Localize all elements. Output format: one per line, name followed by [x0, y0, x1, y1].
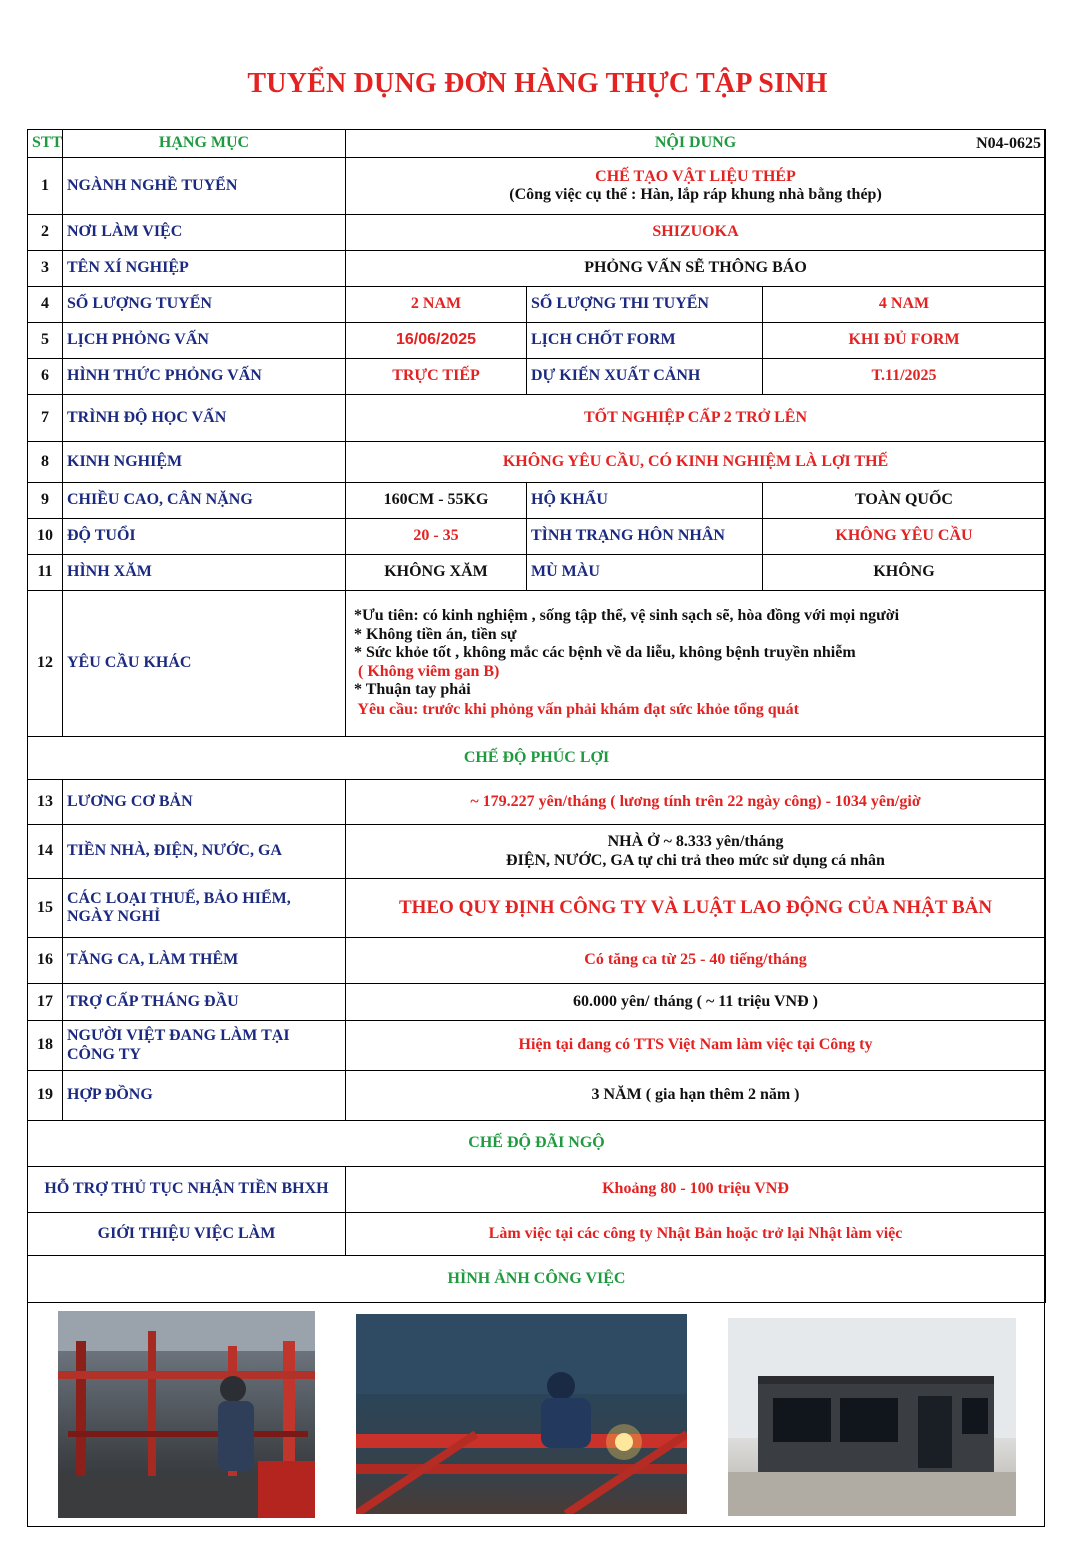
row-label: LỊCH PHỎNG VẤN — [63, 323, 346, 359]
table-row — [28, 825, 1046, 879]
table-row — [28, 1071, 1046, 1121]
row-label-2: MÙ MÀU — [527, 555, 763, 591]
section-row — [28, 737, 1046, 780]
row-number: 8 — [28, 442, 63, 483]
row-number: 9 — [28, 483, 63, 519]
table-row — [28, 780, 1046, 825]
first-month-allowance: 60.000 yên/ tháng ( ~ 11 triệu VNĐ ) — [346, 984, 1046, 1021]
row-number: 14 — [28, 825, 63, 879]
row-number: 18 — [28, 1021, 63, 1071]
row-label: TÊN XÍ NGHIỆP — [63, 251, 346, 287]
table-row — [28, 359, 1046, 395]
header-content: NỘI DUNG — [654, 134, 737, 152]
basic-salary: ~ 179.227 yên/tháng ( lương tính trên 22 ngày công) - 1034 yên/giờ — [346, 780, 1046, 825]
row-label: CÁC LOẠI THUẾ, BẢO HIỂM, NGÀY NGHỈ — [63, 879, 346, 938]
row-label: TIỀN NHÀ, ĐIỆN, NƯỚC, GA — [63, 825, 346, 879]
contract-value: 3 NĂM ( gia hạn thêm 2 năm ) — [346, 1071, 1046, 1121]
requirement-line: * Không tiền án, tiền sự — [354, 625, 517, 643]
table-row — [28, 251, 1046, 287]
row-number: 4 — [28, 287, 63, 323]
table-row — [28, 984, 1046, 1021]
row-label: LƯƠNG CƠ BẢN — [63, 780, 346, 825]
section-row — [28, 1256, 1046, 1303]
row-number: 15 — [28, 879, 63, 938]
social-insurance-support: Khoảng 80 - 100 triệu VNĐ — [346, 1167, 1046, 1213]
requirement-line: * Sức khỏe tốt , không mắc các bệnh về da liễu, không bệnh truyền nhiễm — [354, 644, 856, 662]
header-category: HẠNG MỤC — [63, 130, 346, 158]
row-label: NGƯỜI VIỆT ĐANG LÀM TẠI CÔNG TY — [63, 1021, 346, 1071]
order-code: N04-0625 — [976, 135, 1042, 152]
header-stt: STT — [28, 130, 63, 158]
recruitment-table — [27, 129, 1046, 1303]
table-row — [28, 591, 1046, 737]
education-value: TỐT NGHIỆP CẤP 2 TRỞ LÊN — [346, 395, 1046, 442]
row-number: 1 — [28, 158, 63, 215]
vietnamese-workers: Hiện tại đang có TTS Việt Nam làm việc tại Công ty — [346, 1021, 1046, 1071]
row-number: 16 — [28, 938, 63, 984]
row-label-2: DỰ KIẾN XUẤT CẢNH — [527, 359, 763, 395]
row-label: GIỚI THIỆU VIỆC LÀM — [28, 1213, 346, 1256]
table-row — [28, 395, 1046, 442]
job-field: CHẾ TẠO VẬT LIỆU THÉP — [595, 167, 796, 185]
housing-utilities — [346, 825, 1046, 879]
household: TOÀN QUỐC — [763, 483, 1046, 519]
row-number: 11 — [28, 555, 63, 591]
requirement-line: *Ưu tiên: có kinh nghiệm , sống tập thể, vệ sinh sạch sẽ, hòa đồng với mọi người — [354, 607, 900, 625]
row-number: 13 — [28, 780, 63, 825]
departure-date: T.11/2025 — [763, 359, 1046, 395]
height-weight: 160CM - 55KG — [346, 483, 527, 519]
row-label: KINH NGHIỆM — [63, 442, 346, 483]
row-label: YÊU CẦU KHÁC — [63, 591, 346, 737]
company-value: PHỎNG VẤN SẼ THÔNG BÁO — [346, 251, 1046, 287]
welding-workshop-photo — [58, 1311, 315, 1518]
row-label: NƠI LÀM VIỆC — [63, 215, 346, 251]
row-number: 12 — [28, 591, 63, 737]
table-row — [28, 483, 1046, 519]
recruit-count: 2 NAM — [346, 287, 527, 323]
steel-house-photo — [728, 1318, 1016, 1516]
row-label: NGÀNH NGHỀ TUYỂN — [63, 158, 346, 215]
job-detail: (Công việc cụ thể : Hàn, lắp ráp khung nhà bằng thép) — [509, 186, 882, 203]
row-number: 6 — [28, 359, 63, 395]
row-label: HỢP ĐỒNG — [63, 1071, 346, 1121]
row-label: HÌNH THỨC PHỎNG VẤN — [63, 359, 346, 395]
row-number: 10 — [28, 519, 63, 555]
section-row — [28, 1121, 1046, 1167]
table-row — [28, 1213, 1046, 1256]
section-title-benefits: CHẾ ĐỘ PHÚC LỢI — [28, 737, 1046, 780]
table-row — [28, 215, 1046, 251]
exam-count: 4 NAM — [763, 287, 1046, 323]
housing-line: NHÀ Ở ~ 8.333 yên/tháng — [607, 833, 784, 851]
color-blind-value: KHÔNG — [763, 555, 1046, 591]
row-value-cell — [346, 158, 1046, 215]
experience-value: KHÔNG YÊU CẦU, CÓ KINH NGHIỆM LÀ LỢI THẾ — [346, 442, 1046, 483]
table-row — [28, 519, 1046, 555]
form-close-date: KHI ĐỦ FORM — [763, 323, 1046, 359]
table-row — [28, 938, 1046, 984]
requirement-line: Yêu cầu: trước khi phỏng vấn phải khám đạt sức khỏe tổng quát — [354, 701, 799, 719]
row-number: 2 — [28, 215, 63, 251]
table-row — [28, 323, 1046, 359]
table-row — [28, 287, 1046, 323]
interview-date: 16/06/2025 — [346, 323, 527, 359]
section-title-treatment: CHẾ ĐỘ ĐÃI NGỘ — [28, 1121, 1046, 1167]
row-label: HÌNH XĂM — [63, 555, 346, 591]
row-label: CHIỀU CAO, CÂN NẶNG — [63, 483, 346, 519]
table-header-row — [28, 130, 1046, 158]
page-title: TUYỂN DỤNG ĐƠN HÀNG THỰC TẬP SINH — [247, 68, 828, 99]
taxes-insurance: THEO QUY ĐỊNH CÔNG TY VÀ LUẬT LAO ĐỘNG CỦA NHẬT BẢN — [346, 879, 1046, 938]
row-label-2: LỊCH CHỐT FORM — [527, 323, 763, 359]
row-label-2: SỐ LƯỢNG THI TUYỂN — [527, 287, 763, 323]
workplace-value: SHIZUOKA — [346, 215, 1046, 251]
interview-type: TRỰC TIẾP — [346, 359, 527, 395]
row-number: 17 — [28, 984, 63, 1021]
overtime-value: Có tăng ca từ 25 - 40 tiếng/tháng — [346, 938, 1046, 984]
table-row — [28, 555, 1046, 591]
row-label: TRỢ CẤP THÁNG ĐẦU — [63, 984, 346, 1021]
requirement-line: ( Không viêm gan B) — [354, 662, 500, 680]
row-label: TRÌNH ĐỘ HỌC VẤN — [63, 395, 346, 442]
row-label: SỐ LƯỢNG TUYỂN — [63, 287, 346, 323]
row-label: HỖ TRỢ THỦ TỤC NHẬN TIỀN BHXH — [28, 1167, 346, 1213]
row-number: 3 — [28, 251, 63, 287]
row-label-2: TÌNH TRẠNG HÔN NHÂN — [527, 519, 763, 555]
welder-photo — [356, 1314, 687, 1514]
header-content-cell — [346, 130, 1046, 158]
table-row — [28, 1021, 1046, 1071]
age-range: 20 - 35 — [346, 519, 527, 555]
utilities-line: ĐIỆN, NƯỚC, GA tự chi trả theo mức sử dụng cá nhân — [506, 851, 885, 869]
row-number: 19 — [28, 1071, 63, 1121]
other-requirements — [346, 591, 1046, 737]
row-label: ĐỘ TUỔI — [63, 519, 346, 555]
requirement-line: * Thuận tay phải — [354, 680, 471, 698]
work-photos — [28, 1306, 1044, 1524]
table-row — [28, 879, 1046, 938]
table-row — [28, 158, 1046, 215]
section-title-photos: HÌNH ẢNH CÔNG VIỆC — [28, 1256, 1046, 1303]
marital-status: KHÔNG YÊU CẦU — [763, 519, 1046, 555]
job-introduction: Làm việc tại các công ty Nhật Bản hoặc trở lại Nhật làm việc — [346, 1213, 1046, 1256]
row-label: TĂNG CA, LÀM THÊM — [63, 938, 346, 984]
tattoo-value: KHÔNG XĂM — [346, 555, 527, 591]
row-number: 7 — [28, 395, 63, 442]
row-label-2: HỘ KHẨU — [527, 483, 763, 519]
table-row — [28, 442, 1046, 483]
table-row — [28, 1167, 1046, 1213]
row-number: 5 — [28, 323, 63, 359]
